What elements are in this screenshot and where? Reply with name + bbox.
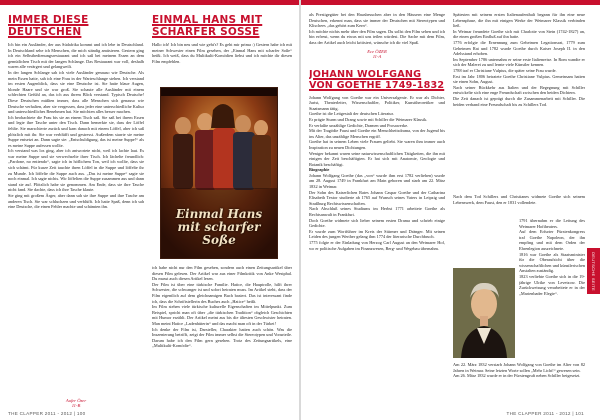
paragraph: Er prägte Sturm und Drang sowie mit Schiller die Weimarer Klassik. bbox=[309, 116, 428, 122]
goethe-portrait bbox=[453, 268, 515, 358]
paragraph: In der langen Schlange sah ich viele Ausländer genauso wie Deutsche. Als mein Essen hatte, sah ich eine Frau in der Warteschlange stehen. Ich verstand im ersten Augenblick, dass sie eine Deutsche ist. Sie hatte blaue Augen, blonde Haare und sie war groß. Sie schaute alle Ausländer mit einem schlechten Gefühl an, das ich aus ihrem Blick verstand. Typisch Deutsche! Diese Deutschen müßten immer, dass alle Menschen sich genauso wie Deutsche verhalten, aber sie vergessen, dass jeder eine unterschiedliche Kultur und unterschiedliches Benehmen hat. Sie möchten alles besser machen. bbox=[8, 69, 144, 115]
paragraph: 1823 verliebte Goethe sich in die 19-jährige Ulrike von Levetzow. Die Zurückweisung verarbeitete er in der „Marienbader Elegie“. bbox=[519, 273, 585, 296]
article-body bbox=[8, 42, 144, 210]
paragraph: 1775 folgte er der Einladung von Herzog Carl August an den Weimarer Hof, wo er politische Aufgaben im Finanzwesen, Berg- und Wegebau übernahm. bbox=[309, 240, 445, 251]
paragraph: 1788 traf er Christiane Vulpius, die später seine Frau wurde. bbox=[453, 67, 557, 73]
side-tab-label: DEUTSCHE SEITE bbox=[591, 251, 596, 291]
right-column-a bbox=[309, 12, 445, 412]
left-page bbox=[0, 0, 299, 420]
paragraph: Im Film stehen viele türkische kulturelle Eigenschaften im Mittelpunkt. Zum Beispiel, spricht man oft über „die türkischen Tradition“ obgleich Geschichten mit Humor erzählt. Der Artikel meint aus bis die ältesten Geschwister heiraten. Man meint Hatice „Ladenhüterin“ und das macht man oft in der Türkei! bbox=[152, 304, 292, 326]
section-label-biographie: Biographie bbox=[309, 167, 330, 173]
paragraph: Nach dem Tod Schillers und Christianes widmete Goethe sich seinem Lebenswerk, dem Faust, den er 1831 vollendete. bbox=[453, 194, 585, 205]
paragraph: In Weimar freundete Goethe sich mit Charlotte von Stein (1742-1827) an, die einen großen Einfluß auf ihn hatte. bbox=[453, 28, 585, 40]
article-immer-diese-deutschen bbox=[8, 12, 144, 397]
section-side-tab bbox=[587, 248, 600, 294]
paragraph: 1791 übernahm er die Leitung des Weimarer Hoftheaters. bbox=[519, 218, 585, 229]
article-intro: Hallo ich! Ich bin neu und wie geht's? Es geht mir prima :) Gestern habe ich mit meiner Schwester einen Film gesehen, der „Einmal Hans mit scharfer Soße“ heißt. Ich weiß, dass du Multikulti-Komödien liebst und ich möchte dir diesen Film empfehlen. bbox=[152, 42, 292, 64]
paragraph: Goethe ist die Leitgestalt der deutschen Literatur. bbox=[309, 111, 394, 117]
top-accent-bar bbox=[301, 0, 600, 5]
movie-poster bbox=[160, 87, 278, 259]
article-author-block bbox=[8, 398, 144, 408]
author-class: 11-A bbox=[372, 53, 382, 59]
paragraph: Sie ging mit großem Ärger, aber dann sah sie ihre Suppe und ihre Tasche am anderen Tisch. Sie war schluchzen und verblüfft. Ich hatte Spaß, denn ich sah eine Deutsche, die einen Fehler machte und schämten ihn. bbox=[8, 193, 144, 210]
paragraph: Ich möchte nichts mehr über den Film sagen. Du sollst den Film sehen und ich bin erfreut, wenn du etwas mit uns teilen würdest. Die Sache mit dem Film, dass der Artikel auch leicht kritisiert, wünsche ich dir viel Spaß. bbox=[309, 28, 445, 45]
article-einmal-hans bbox=[152, 12, 292, 407]
author-name: Aufer Özer bbox=[65, 398, 87, 403]
article-body bbox=[309, 95, 445, 385]
paragraph: Der Film ist über eine türkische Familie. Hatice, die Hauptrolle, hilft ihrer Schwester, die schwanger ist und sofort heiraten muss. Im Artikel steht, dass der Film eigentlich auf dem gleichnamigen Buch basiert. Das ist interessant finde ich, dass die Schriftstellerin des Buches auch „Hatice“ heißt. bbox=[152, 281, 292, 304]
paragraph: Ich bin ein Ausländer, der aus Südafrika kommt und ich lebe in Deutschland. In Deutschland sehe ich Menschen, die mich ständig amüsieren. Gestern ging ich ein Selbstbedienungsrestaurant und ich saß bei meinem Essen an dem gemütlichen Tisch mit der langen Schlange. Das Restaurant war voll, deshalb waren alle verärgert und gelangweilt. bbox=[8, 42, 144, 70]
paragraph: Nach Abschluß seines Studiums im Herbst 1771 arbeitete Goethe als Rechtsanwalt in Frankfurt. bbox=[309, 206, 445, 218]
paragraph: Weniger bekannt waren seine naturwissenschaftlichen Tätigkeiten, die ihn mit einigen der Zeit beschäftigten. Er hat sich mit Anatomie, Geologie und Botanik beschäftigt. bbox=[309, 150, 445, 167]
right-column-b bbox=[453, 12, 585, 412]
top-accent-bar bbox=[0, 0, 299, 5]
author-class: 11-B bbox=[71, 403, 81, 408]
paragraph: Nach seiner Rückkehr aus Italien und der Begegnung mit Schiller entwickelte sich eine enge Freundschaft zwischen den beiden Dichtern. bbox=[453, 84, 585, 96]
poster-title-line: Einmal Hans bbox=[175, 207, 263, 221]
paragraph: Mit der Tragödie Faust und Goethe ein Menschheitsdrama, von der Jugend bis ins Alter, das unzählige Menschen ergriff. bbox=[309, 128, 445, 139]
headline-line: VON GOETHE 1749-1832 bbox=[309, 79, 445, 91]
paragraph: Am 22. März 1832 verstarb Johann Wolfgang von Goethe im Alter von 82 Jahren in Weimar. Seine letzten Worte sollen „Mehr Licht!“ gewesen sein. bbox=[453, 362, 585, 373]
article-headline bbox=[8, 14, 144, 38]
paragraph: Doch Goethe widmete sich lieber seinem ersten Drama und schrieb einige Gedichte. bbox=[309, 217, 445, 229]
page-footer: THE CLAPPER 2011 - 2012 | 101 bbox=[506, 411, 584, 416]
author-name: Ece ÖZER bbox=[367, 48, 387, 54]
paragraph: Der Sohn des Kaiserlichen Rates Johann Caspar Goethe und der Catharina Elisabeth Textor studierte ab 1765 auf Wunsch seines Vaters in Leipzig und Straßburg Rechtswissenschaften. bbox=[309, 189, 445, 206]
article-body-continued bbox=[453, 194, 585, 212]
paragraph: Erst im Jahr 1806 heiratete Goethe Christiane Vulpius. Gemeinsam hatten sie einen Sohn, August. bbox=[453, 73, 585, 85]
page-footer: THE CLAPPER 2011 - 2012 | 100 bbox=[8, 411, 86, 416]
continued-text bbox=[309, 12, 445, 46]
paragraph: Auf dem Erfurter Fürstenkongress traf Goethe Napoleon, der ihn empfing und mit dem Orden der Ehrenlegion auszeichnete. bbox=[519, 229, 585, 251]
paragraph: 1776 erfolgte die Ernennung zum Geheimen Legationsrat, 1779 zum Geheimen Rat und 1782 wurde Goethe durch Kaiser Joseph II. in den Adelsstand erhoben. bbox=[453, 39, 585, 57]
paragraph: Er wurde zum Wortführer im Kreis der Stürmer und Dränger. Mit seinen Leiden des jungen Werther gelang ihm 1774 der literarische Durchbruch. bbox=[309, 228, 445, 240]
paragraph: Johann Wolfgang von Goethe war ein Universalgenie. Er war als Dichter, Jurist, Theaterleiter, Wissenschaftler, Politiker, Kunsttheoretiker und Staatsmann tätig. bbox=[309, 94, 445, 111]
paragraph: Am 26. März 1832 wurde er in der Fürstengruft neben Schiller beigesetzt. bbox=[453, 373, 581, 379]
paragraph: Johann Wolfgang Goethe (das „von“ wurde ihm erst 1782 verliehen) wurde am 28. August 1749 in Frankfurt am Main geboren und starb am 22. März 1832 in Weimar. bbox=[309, 172, 445, 190]
headline-line: DEUTSCHEN bbox=[8, 26, 82, 38]
goethe-portrait-image bbox=[453, 268, 515, 358]
paragraph: Im September 1786 unternahm er seine erste Italienreise. In Rom wandte er sich der Malerei zu und lernte viele Künstler kennen. bbox=[453, 56, 585, 68]
article-body-continued bbox=[453, 362, 585, 402]
paragraph: Ich verstand was los ging, aber ich antwortete nicht, weil ich lachte laut. Es war meine Suppe und sie verwechselte ihrer Tisch. Ich lächelte freundlich: „Pardone, no entiendo“, sagte ich in höflichem Ton, weil ich wollte, dass sie sich schämt. Für kurze Zeit tauchte ihren Löffel in die Suppe und löffelte ihr zu Munde. Ich löffelte die Suppe auch aus. „Das ist meine Suppe“ sagte sie noch einmal. Ich sagte nichts. Wir löffelten die Suppe zusammen aus und dann stand sie auf. Plötzlich habe sie genommen. Am Ende, dass sie ihre Tasche nicht fand. Sie dachte, dass ich ihre Tasche klaute. bbox=[8, 148, 144, 193]
article-body-continued bbox=[519, 218, 585, 358]
paragraph: 1816 war Goethe als Staatsminister für die Oberaufsicht über die wissenschaftlichen und künstlerischen Anstalten zuständig. bbox=[519, 251, 585, 274]
paragraph: Die Zeit danach ist geprägt durch die Zusammenarbeit mit Schiller. Die beiden verband eine Freundschaft bis zu Schillers Tod. bbox=[453, 95, 585, 107]
headline-line: JOHANN WOLFGANG bbox=[309, 68, 422, 80]
headline-line: EINMAL HANS MIT bbox=[152, 14, 263, 26]
paragraph: als Prestigegüter bei den Hausbesuchen aber in den Häusern eine Menge Deutschen, erkennt man, dass sie immer der Deutschen mit Stereotypen und Klischees „das gehört zum Kern“. bbox=[309, 12, 445, 29]
paragraph: Spätesten mit seinem ersten Italienaufenthalt begann für ihn eine neue Lebensphase, die ihn mit einigen Werke der Weimarer Klassik verbinden ließ. bbox=[453, 12, 585, 29]
headline-line: SCHARFER SOSSE bbox=[152, 26, 260, 38]
paragraph: ich habe nicht nur den Film gesehen, sondern auch einen Zeitungsartikel über diesen Film gelesen. Der Artikel war aus einer Filmkritik von Anke Westphal. Du musst auch diesen Artikel lesen. bbox=[152, 265, 292, 282]
article-body-continued bbox=[453, 12, 585, 188]
article-body bbox=[152, 265, 292, 403]
article-headline bbox=[152, 14, 292, 38]
poster-title-line: mit scharfer Soße bbox=[177, 220, 261, 247]
headline-line: IMMER DIESE bbox=[8, 14, 89, 26]
paragraph: Er verfaßte unzählige Gedichte, Dramen und Prosawerke. bbox=[309, 122, 409, 128]
right-page bbox=[301, 0, 600, 420]
movie-poster-title bbox=[161, 208, 277, 247]
paragraph: Ich beobachtete die Frau bis sie an einem Tisch saß. Sie saß bei ihrem Essen und legte ihre Tasche unter den Tisch. Dann bemerkte sie, dass der Löffel fehlte. Sie marschierte zurück und kam danach mit einem Löffel, aber ich saß plötzlich mit ihr. Sie war verblüfft und gestresst. Außerdem starrte sie meine Suppe entsetzt an. Dann sagte sie: „Entschuldigung, das ist meine Suppe!“ als es meine Suppe aufessen wollte. bbox=[8, 114, 144, 148]
paragraph: Goethe hat in seinem Leben viele Frauen geliebt. Sie waren ihm immer auch Inspiration zu neuen Dichtungen. bbox=[309, 139, 445, 150]
article-headline bbox=[309, 69, 445, 91]
paragraph: Ich denke der Film ist, Darsteller, Charakter hatten auch schön. Was die Inszenierung betrifft, zeigt der Film immer selbst die Stereotypen und Vorurteile. Darum habe ich den Film gern gesehen. Trotz des Zeitungsartikels, eine „Multikulti-Komödie“. bbox=[152, 326, 292, 349]
